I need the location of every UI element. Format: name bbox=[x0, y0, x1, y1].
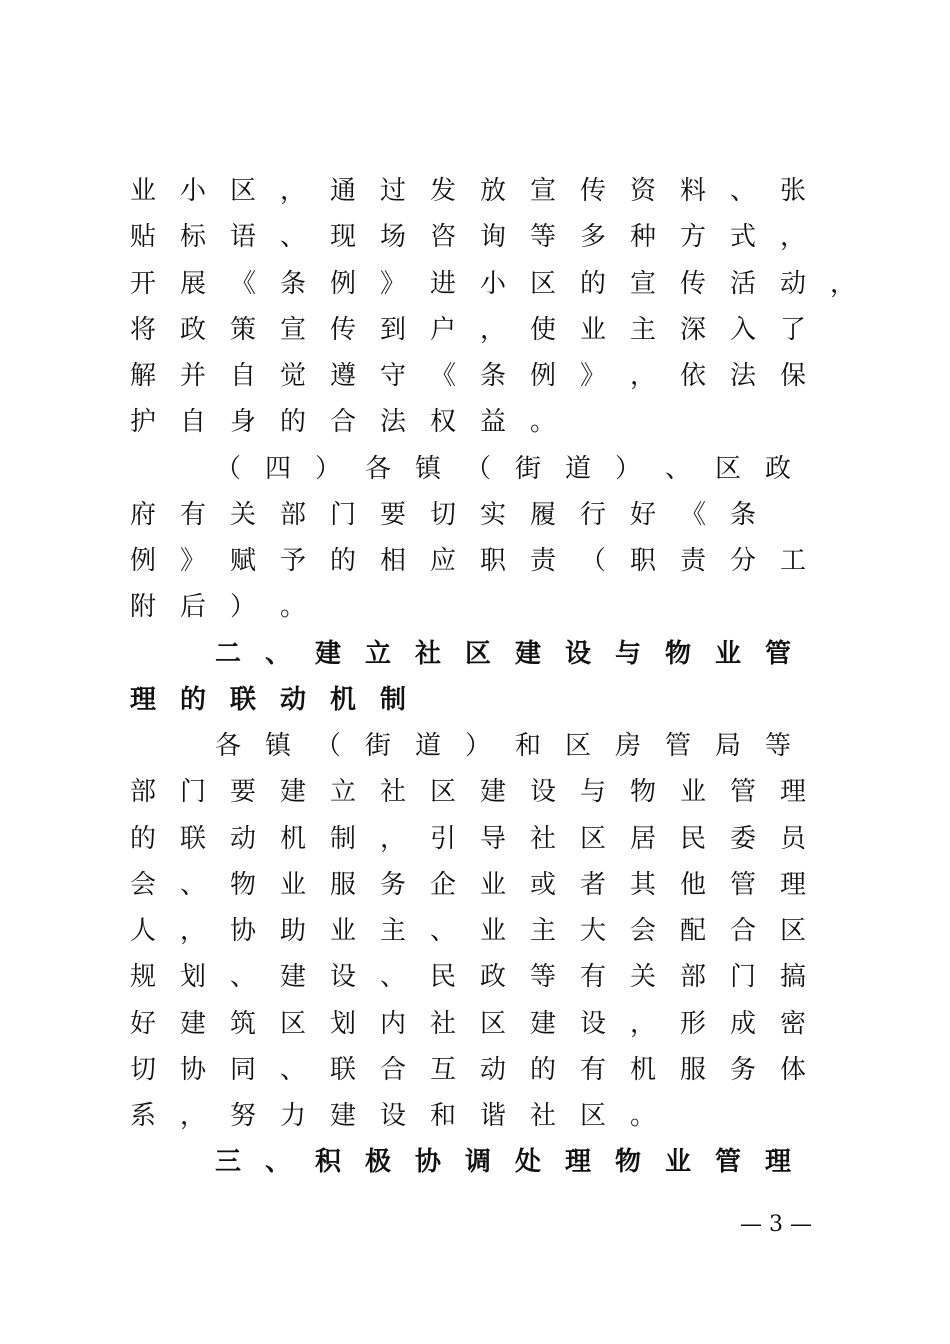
page-number: — 3 — bbox=[740, 1212, 812, 1237]
paragraph-line: 系 ， 努 力 建 设 和 谐 社 区 。 bbox=[130, 1101, 657, 1131]
paragraph-line: 会 、 物 业 服 务 企 业 或 者 其 他 管 理 bbox=[130, 869, 807, 900]
paragraph-line: 府 有 关 部 门 要 切 实 履 行 好 《 条 bbox=[130, 499, 757, 530]
paragraph-line: 切 协 同 、 联 合 互 动 的 有 机 服 务 体 bbox=[130, 1054, 807, 1085]
section-heading-line: 二 、 建 立 社 区 建 设 与 物 业 管 bbox=[215, 638, 792, 669]
paragraph-line: 部 门 要 建 立 社 区 建 设 与 物 业 管 理 bbox=[130, 777, 807, 808]
paragraph-line: （ 四 ） 各 镇 （ 街 道 ） 、 区 政 bbox=[215, 453, 792, 484]
paragraph-line: 将 政 策 宣 传 到 户 ， 使 业 主 深 入 了 bbox=[130, 314, 807, 345]
paragraph-line: 开 展 《 条 例 》 进 小 区 的 宣 传 活 动 ， bbox=[130, 268, 857, 299]
paragraph-line: 例 》 赋 予 的 相 应 职 责 （ 职 责 分 工 bbox=[130, 546, 807, 576]
paragraph-line: 附 后 ） 。 bbox=[130, 592, 307, 623]
paragraph-line: 各 镇 （ 街 道 ） 和 区 房 管 局 等 bbox=[215, 731, 792, 761]
section-heading-line: 三 、 积 极 协 调 处 理 物 业 管 理 bbox=[215, 1147, 792, 1178]
paragraph-line: 解 并 自 觉 遵 守 《 条 例 》 ， 依 法 保 bbox=[130, 361, 807, 391]
paragraph-line: 规 划 、 建 设 、 民 政 等 有 关 部 门 搞 bbox=[130, 962, 807, 993]
section-heading-line: 理 的 联 动 机 制 bbox=[130, 684, 407, 715]
paragraph-line: 护 自 身 的 合 法 权 益 。 bbox=[130, 407, 557, 438]
paragraph-line: 人 ， 协 助 业 主 、 业 主 大 会 配 合 区 bbox=[130, 916, 807, 946]
paragraph-line: 业 小 区 ， 通 过 发 放 宣 传 资 料 、 张 bbox=[130, 176, 807, 206]
paragraph-line: 好 建 筑 区 划 内 社 区 建 设 ， 形 成 密 bbox=[130, 1008, 807, 1039]
paragraph-line: 贴 标 语 、 现 场 咨 询 等 多 种 方 式 ， bbox=[130, 222, 807, 253]
paragraph-line: 的 联 动 机 制 ， 引 导 社 区 居 民 委 员 bbox=[130, 823, 807, 854]
